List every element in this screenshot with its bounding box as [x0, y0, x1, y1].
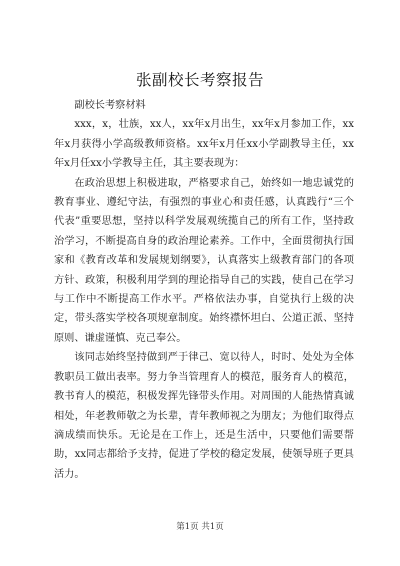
page-footer: 第1页 共1页	[176, 522, 224, 532]
paragraph-political: 在政治思想上积极进取，严格要求自己，始终如一地忠诚党的教育事业、遵纪守法，有强烈的事业心和责任感，认真践行“三个代表”重要思想，坚持以科学发展观统揽自己的所有工作，坚持政治学习，不断提高自身的政治理论素养。工作中，全面贯彻执行国家和《教育改革和发展规划纲要》，认真落实上级教育部门的各项方针、政策，积极利用学到的理论指导自己的实践，使自己在学习与工作中不断提高工作水平。严格依法办事，自觉执行上级的决定，带头落实学校各项规章制度。始终襟怀坦白、公道正派、坚持原则、谦虚谨慎、克己奉公。	[54, 177, 354, 344]
document-title: 张副校长考察报告	[135, 71, 264, 89]
paragraph-heading: 副校长考察材料	[74, 100, 146, 111]
document-body	[54, 96, 354, 484]
paragraph-basic-info: xxx，x，壮族，xx人，xx年x月出生，xx年x月参加工作，xx年x月获得小学高级教师资格。xx年x月任xx小学副教导主任，xx年x月任xx小学教导主任，其主要表现为：	[54, 119, 354, 170]
paragraph-conduct: 该同志始终坚持做到严于律己、宽以待人，时时、处处为全体教职员工做出表率。努力争当管理育人的模范，服务育人的模范，教书育人的模范，积极发挥先锋带头作用。对周围的人能热情真诚相处，年老教师敬之为长辈，青年教师视之为朋友；为他们取得点滴成绩而快乐。无论是在工作上，还是生活中，只要他们需要帮助，xx同志都给予支持，促进了学校的稳定发展，使领导班子更具活力。	[54, 352, 354, 480]
